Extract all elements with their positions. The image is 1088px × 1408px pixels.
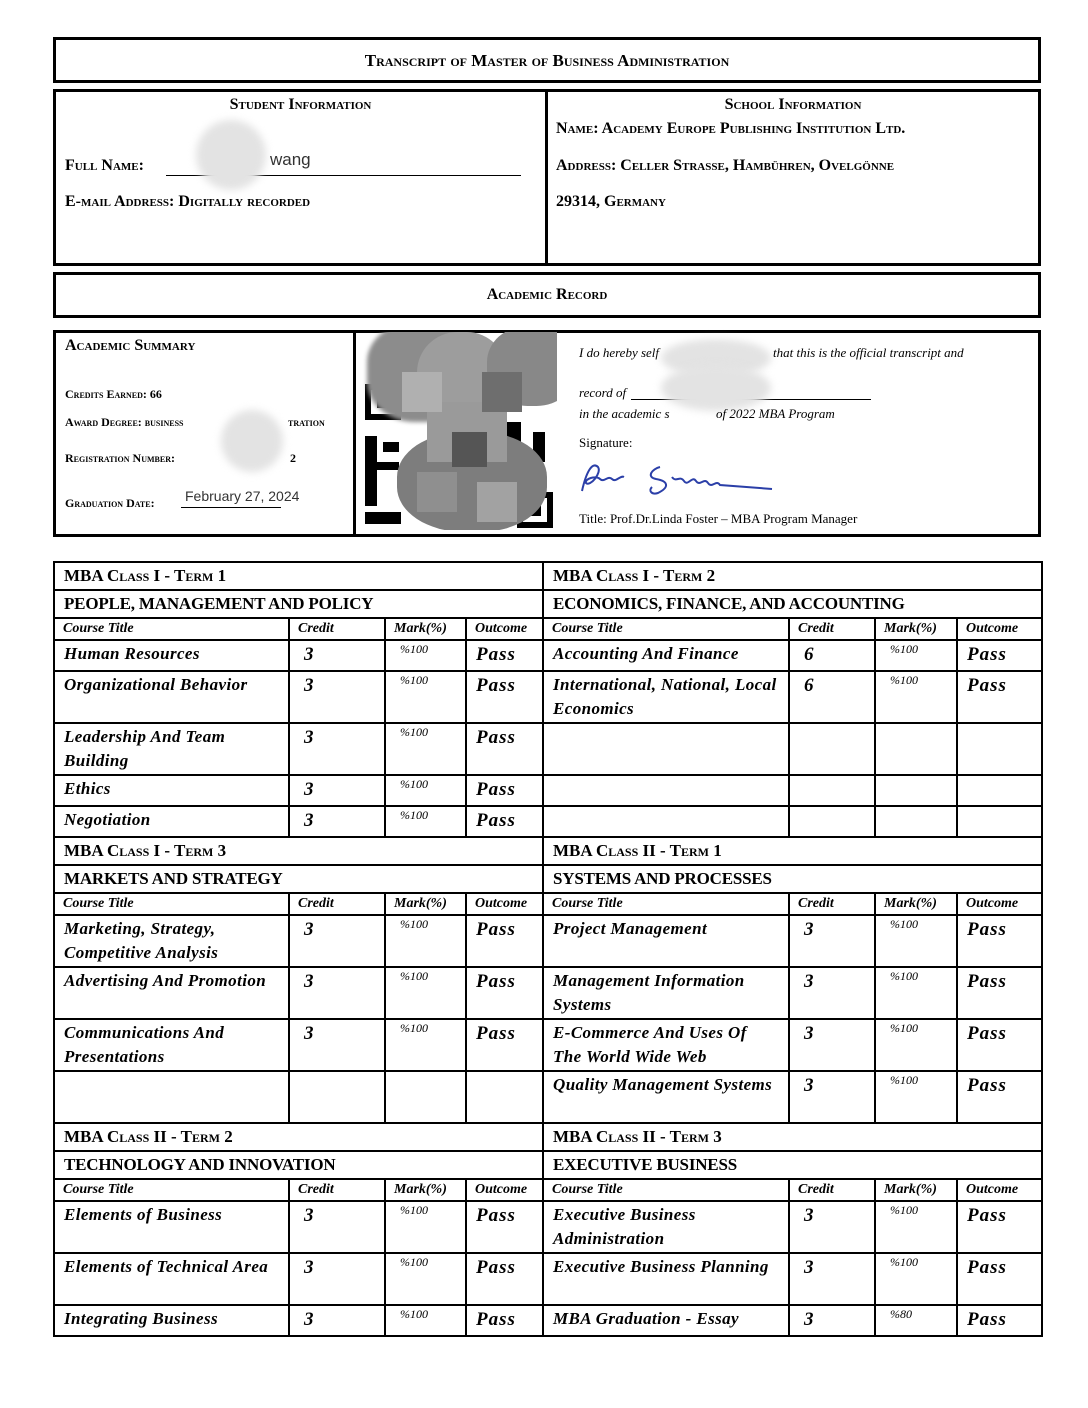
mark-cell: %100 xyxy=(385,915,466,967)
course-title-cell: Leadership And Team Building xyxy=(54,723,289,775)
col-header-mark: Mark(%) xyxy=(875,893,957,915)
area-title: MARKETS AND STRATEGY xyxy=(54,865,543,893)
col-header-outcome: Outcome xyxy=(466,893,543,915)
credit-cell: 3 xyxy=(789,1305,875,1336)
credit-cell: 3 xyxy=(789,1071,875,1123)
course-title-cell: Accounting And Finance xyxy=(543,640,789,671)
credit-cell: 3 xyxy=(789,1201,875,1253)
credit-cell: 3 xyxy=(789,915,875,967)
col-header-course: Course Title xyxy=(54,618,289,640)
table-row xyxy=(54,640,1042,671)
course-title-cell: Communications And Presentations xyxy=(54,1019,289,1071)
credit-cell: 6 xyxy=(789,640,875,671)
credit-cell: 3 xyxy=(289,1253,385,1305)
course-title-cell: Executive Business Planning xyxy=(543,1253,789,1305)
full-name-label: Full Name: xyxy=(65,157,144,174)
col-header-course: Course Title xyxy=(54,1179,289,1201)
graduation-underline xyxy=(181,507,281,508)
academic-record-box xyxy=(53,272,1041,318)
col-header-outcome: Outcome xyxy=(466,618,543,640)
course-title-cell: International, National, Local Economics xyxy=(543,671,789,723)
table-row xyxy=(54,671,1042,723)
col-header-outcome: Outcome xyxy=(957,618,1042,640)
student-info-header: Student Information xyxy=(229,96,372,113)
outcome-cell: Pass xyxy=(466,723,543,775)
mark-cell: %100 xyxy=(385,640,466,671)
credit-cell: 3 xyxy=(289,723,385,775)
col-header-mark: Mark(%) xyxy=(385,618,466,640)
course-title-cell: Executive Business Administration xyxy=(543,1201,789,1253)
table-row xyxy=(54,915,1042,967)
school-address-line2: 29314, Germany xyxy=(556,193,666,210)
outcome-cell: Pass xyxy=(957,1019,1042,1071)
email-label: E-mail Address: xyxy=(65,193,175,210)
redacted-name xyxy=(196,120,266,190)
redacted-cert-2 xyxy=(661,365,771,411)
outcome-cell: Pass xyxy=(466,1019,543,1071)
graduation-date: February 27, 2024 xyxy=(185,488,300,504)
cert-line1-start: I do hereby self xyxy=(579,345,660,360)
mark-cell: %80 xyxy=(875,1305,957,1336)
term-title: MBA Class II - Term 2 xyxy=(54,1123,543,1151)
col-header-course: Course Title xyxy=(543,893,789,915)
outcome-cell: Pass xyxy=(957,640,1042,671)
area-title: SYSTEMS AND PROCESSES xyxy=(543,865,1042,893)
course-title-cell: Advertising And Promotion xyxy=(54,967,289,1019)
col-header-course: Course Title xyxy=(543,618,789,640)
mark-cell: %100 xyxy=(875,640,957,671)
table-row xyxy=(54,806,1042,837)
column-header-row xyxy=(54,1179,1042,1201)
course-title-cell: Elements of Technical Area xyxy=(54,1253,289,1305)
school-info-header: School Information xyxy=(724,96,862,113)
info-box xyxy=(53,89,1041,266)
outcome-cell: Pass xyxy=(957,1253,1042,1305)
outcome-cell xyxy=(957,806,1042,837)
signature-label: Signature: xyxy=(579,435,633,450)
col-header-mark: Mark(%) xyxy=(875,1179,957,1201)
area-row xyxy=(54,590,1042,618)
mark-cell: %100 xyxy=(875,1253,957,1305)
document-title: Transcript of Master of Business Administration xyxy=(364,51,730,70)
credit-cell: 3 xyxy=(789,1019,875,1071)
mark-cell xyxy=(385,1071,466,1123)
course-title-cell: Project Management xyxy=(543,915,789,967)
area-title: ECONOMICS, FINANCE, AND ACCOUNTING xyxy=(543,590,1042,618)
credit-cell: 3 xyxy=(289,806,385,837)
full-name-value: wang xyxy=(270,150,311,169)
school-address-line1: Address: Celler Strasse, Hambühren, Ovelgönne xyxy=(556,157,895,174)
area-title: PEOPLE, MANAGEMENT AND POLICY xyxy=(54,590,543,618)
mark-cell: %100 xyxy=(875,1071,957,1123)
registration-tail: 2 xyxy=(290,451,296,465)
table-row xyxy=(54,1201,1042,1253)
info-divider xyxy=(545,92,548,263)
col-header-credit: Credit xyxy=(289,1179,385,1201)
mark-cell: %100 xyxy=(385,1253,466,1305)
area-row xyxy=(54,1151,1042,1179)
table-row xyxy=(54,723,1042,775)
outcome-cell xyxy=(957,723,1042,775)
credit-cell: 3 xyxy=(789,1253,875,1305)
mark-cell xyxy=(875,806,957,837)
col-header-outcome: Outcome xyxy=(957,893,1042,915)
mark-cell: %100 xyxy=(385,1305,466,1336)
term-title: MBA Class I - Term 3 xyxy=(54,837,543,865)
graduation-label: Graduation Date: xyxy=(65,496,155,510)
credit-cell xyxy=(789,806,875,837)
col-header-mark: Mark(%) xyxy=(385,1179,466,1201)
table-row xyxy=(54,967,1042,1019)
mark-cell: %100 xyxy=(385,775,466,806)
col-header-course: Course Title xyxy=(54,893,289,915)
term-row xyxy=(54,562,1042,590)
award-degree-tail: tration xyxy=(288,415,325,429)
mark-cell xyxy=(875,723,957,775)
mark-cell: %100 xyxy=(875,1201,957,1253)
course-title-cell: MBA Graduation - Essay xyxy=(543,1305,789,1336)
academic-record-header: Academic Record xyxy=(486,286,608,303)
summary-divider xyxy=(353,333,356,534)
col-header-outcome: Outcome xyxy=(466,1179,543,1201)
qr-code xyxy=(357,332,557,530)
mark-cell: %100 xyxy=(385,1201,466,1253)
col-header-mark: Mark(%) xyxy=(875,618,957,640)
credit-cell: 3 xyxy=(289,1019,385,1071)
outcome-cell: Pass xyxy=(957,1201,1042,1253)
outcome-cell: Pass xyxy=(466,1253,543,1305)
outcome-cell: Pass xyxy=(466,915,543,967)
email-value: Digitally recorded xyxy=(178,193,311,210)
course-title-cell: Quality Management Systems xyxy=(543,1071,789,1123)
table-row xyxy=(54,1019,1042,1071)
course-title-cell xyxy=(543,806,789,837)
mark-cell xyxy=(875,775,957,806)
signature-image xyxy=(576,453,776,501)
outcome-cell: Pass xyxy=(957,915,1042,967)
cert-line1-end: that this is the official transcript and xyxy=(773,345,964,360)
outcome-cell xyxy=(466,1071,543,1123)
col-header-credit: Credit xyxy=(789,893,875,915)
table-row xyxy=(54,1253,1042,1305)
credit-cell: 3 xyxy=(789,967,875,1019)
mark-cell: %100 xyxy=(385,967,466,1019)
email-label-and-value xyxy=(65,193,310,211)
mark-cell: %100 xyxy=(875,671,957,723)
credit-cell: 3 xyxy=(289,1201,385,1253)
mark-cell: %100 xyxy=(875,915,957,967)
credit-cell: 3 xyxy=(289,1305,385,1336)
credits-earned: Credits Earned: 66 xyxy=(65,387,162,401)
course-title-cell: Elements of Business xyxy=(54,1201,289,1253)
area-row xyxy=(54,865,1042,893)
col-header-outcome: Outcome xyxy=(957,1179,1042,1201)
column-header-row xyxy=(54,618,1042,640)
term-title: MBA Class I - Term 2 xyxy=(543,562,1042,590)
outcome-cell: Pass xyxy=(466,1305,543,1336)
course-title-cell: Ethics xyxy=(54,775,289,806)
course-title-cell: Management Information Systems xyxy=(543,967,789,1019)
outcome-cell: Pass xyxy=(466,671,543,723)
signatory-title: Title: Prof.Dr.Linda Foster – MBA Program Manager xyxy=(579,511,858,526)
outcome-cell: Pass xyxy=(466,1201,543,1253)
area-title: EXECUTIVE BUSINESS xyxy=(543,1151,1042,1179)
credit-cell: 3 xyxy=(289,967,385,1019)
title-box xyxy=(53,37,1041,83)
col-header-credit: Credit xyxy=(289,618,385,640)
credit-cell xyxy=(789,723,875,775)
credit-cell: 3 xyxy=(289,671,385,723)
course-title-cell xyxy=(543,775,789,806)
table-row xyxy=(54,1305,1042,1336)
column-header-row xyxy=(54,893,1042,915)
mark-cell: %100 xyxy=(385,806,466,837)
area-title: TECHNOLOGY AND INNOVATION xyxy=(54,1151,543,1179)
col-header-mark: Mark(%) xyxy=(385,893,466,915)
term-row xyxy=(54,837,1042,865)
outcome-cell: Pass xyxy=(957,967,1042,1019)
col-header-credit: Credit xyxy=(789,618,875,640)
cert-line3-start: in the academic s xyxy=(579,406,670,421)
cert-line2: record of xyxy=(579,385,627,400)
mark-cell: %100 xyxy=(385,723,466,775)
course-title-cell: E-Commerce And Uses Of The World Wide Web xyxy=(543,1019,789,1071)
registration-label: Registration Number: xyxy=(65,451,175,465)
credit-cell: 3 xyxy=(289,775,385,806)
term-title: MBA Class II - Term 3 xyxy=(543,1123,1042,1151)
course-title-cell: Integrating Business xyxy=(54,1305,289,1336)
mark-cell: %100 xyxy=(385,1019,466,1071)
outcome-cell: Pass xyxy=(466,806,543,837)
outcome-cell: Pass xyxy=(957,1305,1042,1336)
school-name: Name: Academy Europe Publishing Institution Ltd. xyxy=(556,120,906,137)
mark-cell: %100 xyxy=(875,967,957,1019)
mark-cell: %100 xyxy=(875,1019,957,1071)
col-header-course: Course Title xyxy=(543,1179,789,1201)
credit-cell: 3 xyxy=(289,640,385,671)
credit-cell: 3 xyxy=(289,915,385,967)
course-title-cell: Marketing, Strategy, Competitive Analysis xyxy=(54,915,289,967)
outcome-cell: Pass xyxy=(957,671,1042,723)
cert-line3-end: of 2022 MBA Program xyxy=(716,406,835,421)
course-title-cell xyxy=(54,1071,289,1123)
outcome-cell: Pass xyxy=(466,640,543,671)
course-title-cell xyxy=(543,723,789,775)
outcome-cell: Pass xyxy=(957,1071,1042,1123)
redacted-degree xyxy=(221,410,283,472)
outcome-cell: Pass xyxy=(466,775,543,806)
outcome-cell xyxy=(957,775,1042,806)
outcome-cell: Pass xyxy=(466,967,543,1019)
course-title-cell: Human Resources xyxy=(54,640,289,671)
term-title: MBA Class II - Term 1 xyxy=(543,837,1042,865)
award-degree: Award Degree: business xyxy=(65,415,184,429)
credit-cell xyxy=(789,775,875,806)
col-header-credit: Credit xyxy=(289,893,385,915)
term-row xyxy=(54,1123,1042,1151)
credit-cell xyxy=(289,1071,385,1123)
credit-cell: 6 xyxy=(789,671,875,723)
courses-grid xyxy=(53,561,1043,1337)
course-title-cell: Negotiation xyxy=(54,806,289,837)
mark-cell: %100 xyxy=(385,671,466,723)
term-title: MBA Class I - Term 1 xyxy=(54,562,543,590)
table-row xyxy=(54,1071,1042,1123)
col-header-credit: Credit xyxy=(789,1179,875,1201)
table-row xyxy=(54,775,1042,806)
academic-summary-header: Academic Summary xyxy=(65,337,196,354)
course-title-cell: Organizational Behavior xyxy=(54,671,289,723)
